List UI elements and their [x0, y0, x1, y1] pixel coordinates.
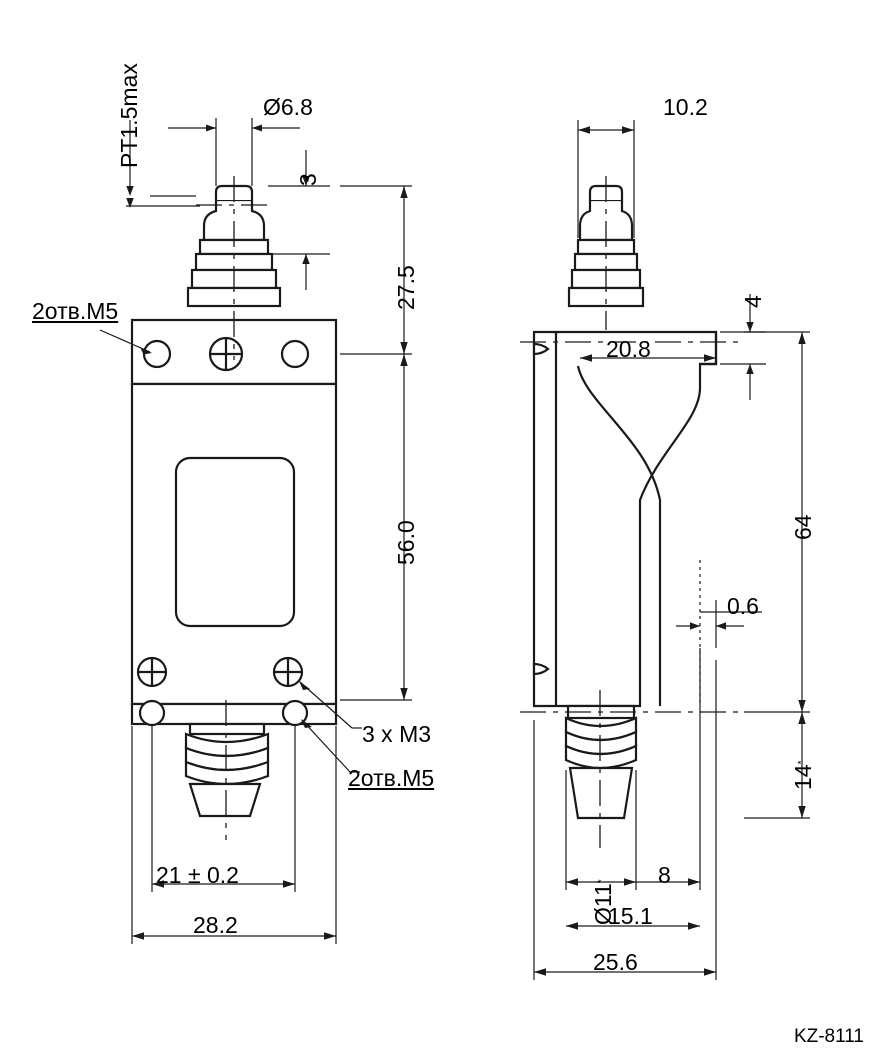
- note-bottom-holes-m5: 2отв.M5: [348, 765, 435, 791]
- dim-plunger-diameter: Ø6.8: [263, 94, 313, 120]
- dim-boot-height-asterisk: *: [796, 760, 808, 765]
- dim-body-depth: 20.8: [606, 336, 651, 362]
- dim-width-tolerance: 21 ± 0.2: [156, 862, 239, 888]
- note-top-holes-m5: 2отв.M5: [32, 298, 119, 324]
- dim-mount-to-mount: 56.0: [393, 520, 419, 565]
- dim-offset-8: 8: [658, 862, 671, 888]
- dim-depth-mid: 15.1: [608, 903, 653, 929]
- dim-boot-height-group: [792, 761, 816, 790]
- note-screws-m3: 3 x M3: [362, 721, 432, 747]
- side-view-geometry: [534, 186, 716, 818]
- dim-flange-thickness: 4: [740, 295, 766, 308]
- dim-boot-diameter-asterisk: *: [596, 879, 608, 884]
- dim-gasket-thickness: 0.6: [727, 593, 759, 619]
- dim-total-height: 64: [790, 514, 816, 540]
- dim-depth-total: 25.6: [593, 949, 638, 975]
- dim-top-to-mount: 27.5: [393, 265, 419, 310]
- dim-body-width: 28.2: [193, 912, 238, 938]
- part-number-label: KZ-8111: [793, 1026, 864, 1047]
- dim-plunger-step: 3: [295, 173, 321, 186]
- dim-boot-height: 14: [790, 764, 816, 790]
- dim-boot-diameter: Ø11: [590, 883, 616, 925]
- dim-plunger-width: 10.2: [663, 94, 708, 120]
- dim-plunger-thread: PT1.5max: [116, 63, 142, 168]
